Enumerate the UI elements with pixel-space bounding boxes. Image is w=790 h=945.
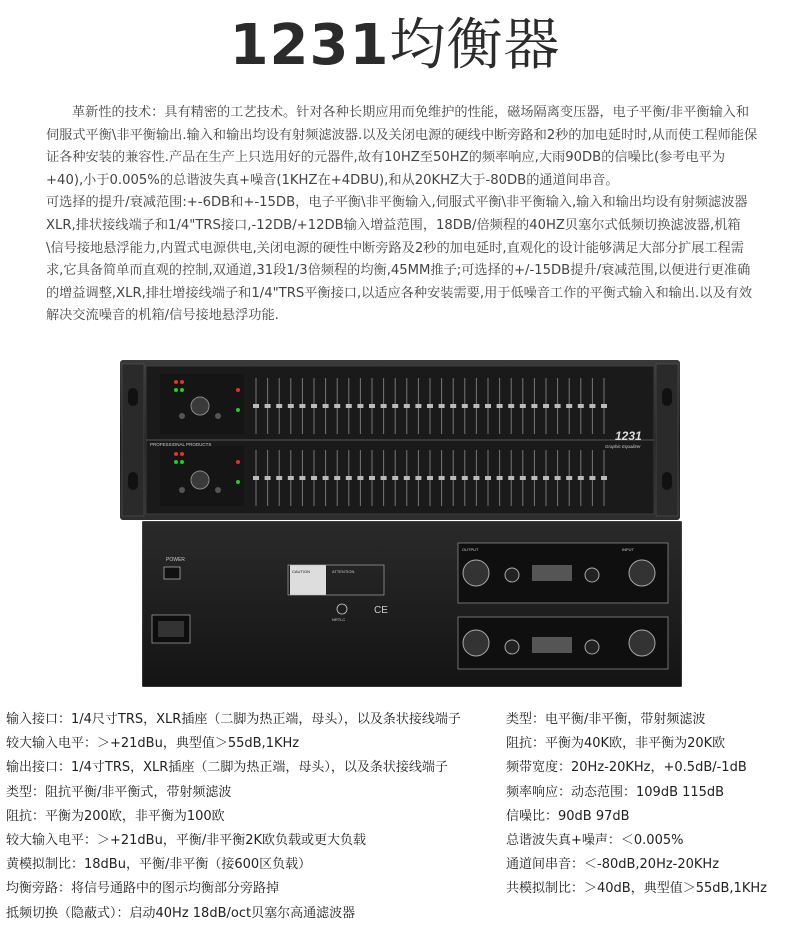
intro-text xyxy=(46,102,758,328)
intro-paragraph-1: 革新性的技术：具有精密的工艺技术。针对各种长期应用而免维护的性能，磁场隔离变压器，电子平衡/非平衡输入和伺服式平衡\非平衡输出.输入和输出均设有射频滤波器.以及关闭电源的硬线中断旁路和2秒的加电延时时,从而使工程师能保证各种安装的兼容性.产品在生产上只选用好的元器件,故有10HZ至50HZ的频率响应,大雨90DB的信噪比(参考电平为+40),小于0.005%的总谐波失真+噪音(1KHZ在+4DBU),和从20KHZ大于-80DB的通道间串音。 xyxy=(46,105,758,188)
spec-item: 类型：阻抗平衡/非平衡式，带射频滤波 xyxy=(6,784,232,800)
spec-item: 共模拟制比：＞40dB，典型值＞55dB,1KHz xyxy=(506,881,767,897)
spec-item: 频带宽度：20Hz-20KHz，+0.5dB/-1dB xyxy=(506,760,747,776)
front-subtitle: Graphic Equalizer xyxy=(605,444,641,449)
spec-item: 总谐波失真+噪声：＜0.005% xyxy=(506,832,684,848)
spec-column-left xyxy=(6,708,506,926)
spec-item: 输入接口：1/4尺寸TRS，XLR插座（二脚为热正端，母头），以及条状接线端子 xyxy=(6,712,461,727)
rear-output-label: OUTPUT xyxy=(462,547,479,552)
spec-item: 较大输入电平：＞+21dBu，平衡/非平衡2K欧负载或更大负载 xyxy=(6,832,367,848)
rear-attention: ATTENTION xyxy=(332,569,355,574)
front-brand: PROFESSIONAL PRODUCTS xyxy=(150,442,212,447)
intro-paragraph-2: 可选择的提升/衰减范围:+-6DB和+-15DB，电子平衡\非平衡输入,伺服式平衡\非平衡输入,输入和输出均设有射频滤波器XLR,排状接线端子和1/4"TRS接口,-12DB/+12DB输入增益范围，18DB/倍频程的40HZ贝塞尔式低频切换滤波器,机箱\信号接地悬浮能力,内置式电源供电,关闭电源的硬性中断旁路及2秒的加电延时,直观化的设计能够满足大部分扩展工程需求,它具备简单而直观的控制,双通道,31段1/3倍频程的均衡,45MM推子;可选择的+/-15DB提升/衰减范围,以便进行更准确的增益调整,XLR,排壮增接线端子和1/4"TRS平衡接口,以适应各种安装需要,用于低噪音工作的平衡式输入和输出.以及有效解决交流噪音的机箱/信号接地悬浮功能. xyxy=(46,195,753,324)
spec-item: 均衡旁路：将信号通路中的图示均衡部分旁路掉 xyxy=(6,881,280,897)
model-number: 1231 xyxy=(229,13,390,78)
spec-item: 信噪比：90dB 97dB xyxy=(506,808,630,824)
rear-panel-image xyxy=(142,521,682,687)
spec-item: 通道间串音：＜-80dB,20Hz-20KHz xyxy=(506,857,720,873)
rear-caution: CAUTION xyxy=(292,569,310,574)
spec-item: 较大输入电平：＞+21dBu，典型值＞55dB,1KHz xyxy=(6,736,300,752)
spec-item: 输出接口：1/4寸TRS，XLR插座（二脚为热正端，母头），以及条状接线端子 xyxy=(6,760,448,776)
front-model: 1231 xyxy=(615,429,642,443)
rear-power-label: POWER xyxy=(166,557,185,563)
spec-item: 类型：电平衡/非平衡，带射频滤波 xyxy=(506,712,706,727)
spec-item: 阻抗：平衡为40K欧，非平衡为20K欧 xyxy=(506,736,726,752)
front-panel-image xyxy=(120,360,680,520)
rear-input-label: INPUT xyxy=(622,547,634,552)
spec-item: 抵频切换（隐蔽式）：启动40Hz 18dB/oct贝塞尔高通滤波器 xyxy=(6,905,356,921)
svg-text:CE: CE xyxy=(374,605,388,616)
spec-column-right xyxy=(506,708,790,902)
product-name: 均衡器 xyxy=(389,13,561,78)
page-title xyxy=(0,0,790,92)
spec-item: 频率响应：动态范围：109dB 115dB xyxy=(506,784,725,800)
spec-item: 黄模拟制比：18dBu，平衡/非平衡（接600区负载） xyxy=(6,857,312,873)
spec-item: 阻抗：平衡为200欧，非平衡为100欧 xyxy=(6,808,225,824)
rear-nrtlc: NRTLC xyxy=(332,617,346,622)
